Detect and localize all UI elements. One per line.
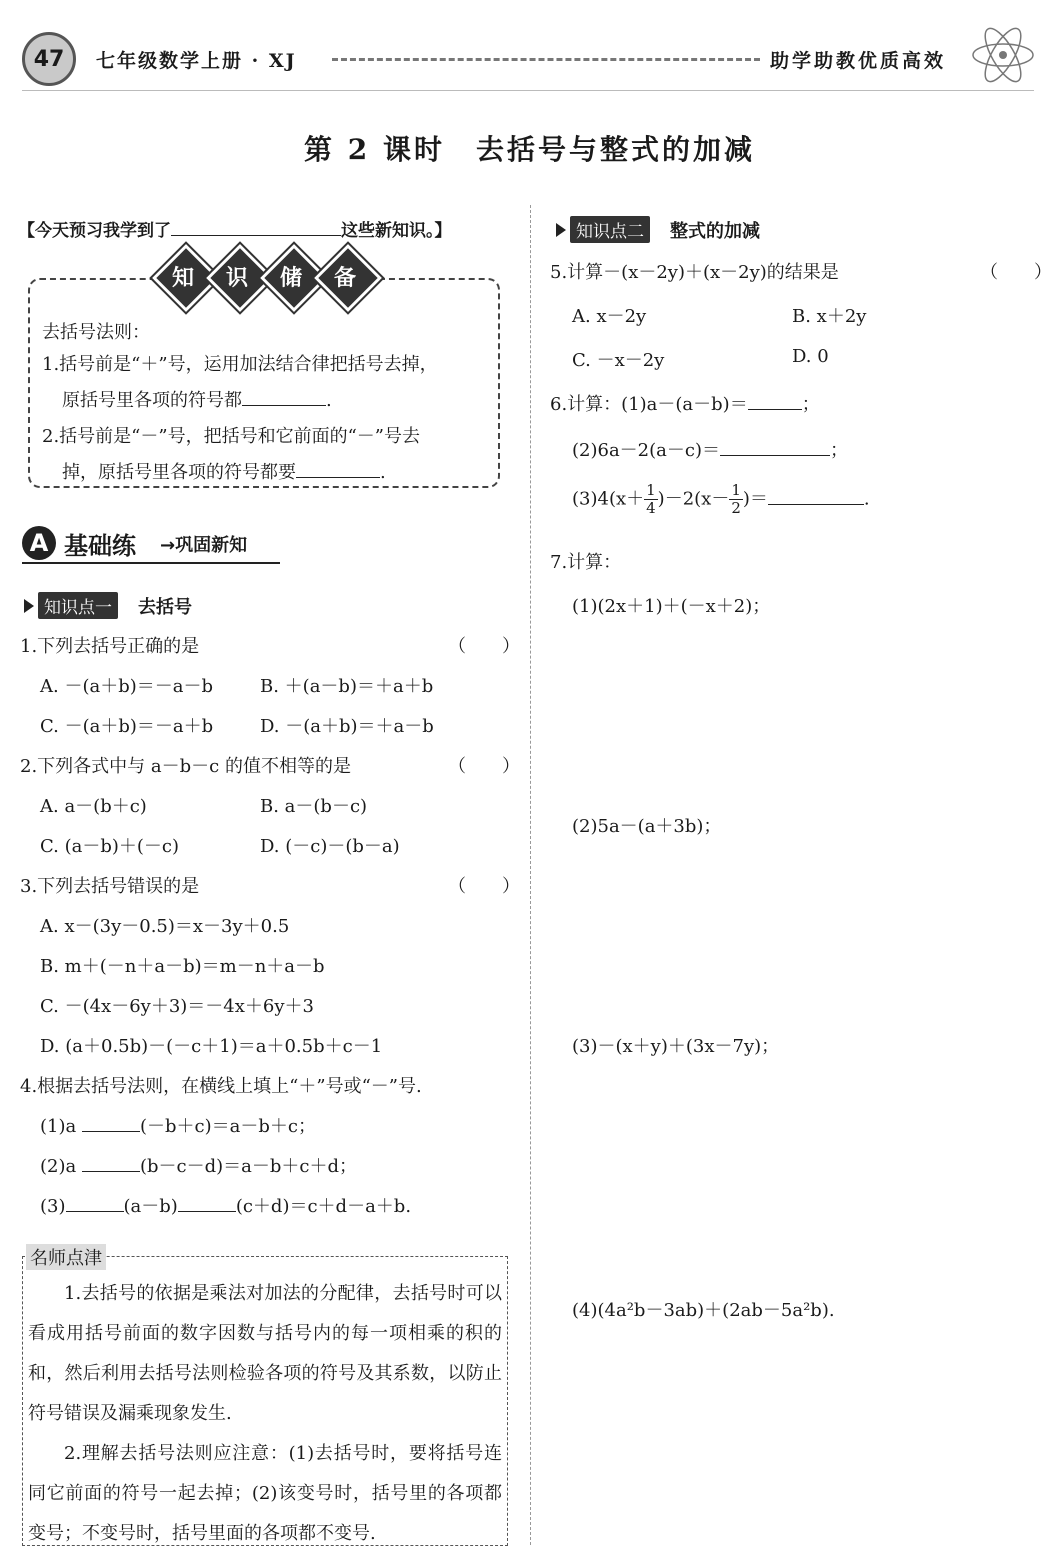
q2-stem: 2.下列各式中与 a－b－c 的值不相等的是 xyxy=(20,756,351,777)
q4-part3: (3) (a－b) (c＋d)＝c＋d－a＋b. xyxy=(40,1192,411,1218)
section-a-rule xyxy=(22,562,280,564)
q1-stem: 1.下列去括号正确的是 xyxy=(20,636,200,657)
q7-stem: 7.计算： xyxy=(550,552,622,573)
tips-tag: 名师点津 xyxy=(26,1244,106,1270)
section-a-title: 基础练 xyxy=(64,532,136,560)
header-slogan: 助学助教优质高效 xyxy=(770,50,947,72)
q7-part2: (2)5a－(a＋3b)； xyxy=(572,816,722,837)
q4-blank-3[interactable] xyxy=(66,1193,124,1212)
tips-paragraph-1: 1.去括号的依据是乘法对加法的分配律，去括号时可以看成用括号前面的数字因数与括号内的每一项相乘的积的和，然后利用去括号法则检验各项的符号及其系数，以防止符号错误及漏乘现象发生. xyxy=(28,1283,502,1424)
fraction-one-quarter: $\frac{1}{4}$ xyxy=(646,481,656,517)
knowledge-point-1 xyxy=(24,592,192,619)
knowledge-box xyxy=(28,278,500,488)
q2-option-c: C. (a－b)＋(－c) xyxy=(40,836,179,857)
header-divider xyxy=(332,58,760,61)
diamond-char-1: 知 xyxy=(171,266,194,291)
q5-option-a: A. x－2y xyxy=(572,306,647,327)
q6-part3: (3)4(x＋ $\frac{1}{4}$ )－2(x－ $\frac{1}{2}$ )＝ . xyxy=(572,481,870,517)
q5-answer-paren[interactable]: （ ） xyxy=(980,262,1052,283)
section-a-subtitle: →巩固新知 xyxy=(160,535,248,556)
column-divider xyxy=(530,205,531,1545)
rule1-line1: 1.括号前是“＋”号，运用加法结合律把括号去掉， xyxy=(42,354,438,375)
q7-part3: (3)－(x＋y)＋(3x－7y)； xyxy=(572,1036,780,1057)
diamond-char-2: 识 xyxy=(225,266,248,291)
kp1-name: 去括号 xyxy=(138,596,192,618)
rule1-blank[interactable] xyxy=(242,387,326,406)
q1-answer-paren[interactable]: （ ） xyxy=(448,636,520,657)
q3-answer-paren[interactable]: （ ） xyxy=(448,876,520,897)
triangle-icon xyxy=(556,223,566,237)
q5-option-b: B. x＋2y xyxy=(792,306,867,327)
q7-part1: (1)(2x＋1)＋(－x＋2)； xyxy=(572,596,771,617)
preview-blank[interactable] xyxy=(171,218,341,236)
q6-part1: 6.计算：(1)a－(a－b)＝ ； xyxy=(550,390,820,416)
q4-part2: (2)a (b－c－d)＝a－b＋c＋d； xyxy=(40,1152,357,1178)
header-rule xyxy=(22,90,1034,91)
rule2-line2: 掉，原括号里各项的符号都要 . xyxy=(62,458,386,484)
preview-line xyxy=(18,216,452,241)
q4-stem: 4.根据去括号法则，在横线上填上“＋”号或“－”号. xyxy=(20,1076,422,1097)
section-a-badge: A xyxy=(22,526,56,560)
q4-blank-1[interactable] xyxy=(82,1113,140,1132)
q1-option-a: A. －(a＋b)＝－a－b xyxy=(40,676,213,697)
fraction-one-half: $\frac{1}{2}$ xyxy=(731,481,741,517)
q6-blank-2[interactable] xyxy=(720,437,830,456)
preview-after: 这些新知识。】 xyxy=(341,221,452,241)
kp2-badge: 知识点二 xyxy=(570,216,650,243)
rule1-line2: 原括号里各项的符号都 . xyxy=(62,386,332,412)
q4-part1: (1)a (－b＋c)＝a－b＋c； xyxy=(40,1112,316,1138)
page-title: 第 2 课时 去括号与整式的加减 xyxy=(304,133,755,166)
q5-stem: 5.计算－(x－2y)＋(x－2y)的结果是 xyxy=(550,262,839,283)
diamond-char-4: 备 xyxy=(333,266,356,291)
triangle-icon xyxy=(24,599,34,613)
q3-option-a: A. x－(3y－0.5)＝x－3y＋0.5 xyxy=(40,916,290,937)
q5-option-c: C. －x－2y xyxy=(572,350,665,371)
q2-answer-paren[interactable]: （ ） xyxy=(448,756,520,777)
atom-icon xyxy=(968,20,1038,90)
rule2-line1: 2.括号前是“－”号，把括号和它前面的“－”号去 xyxy=(42,426,420,447)
q2-option-a: A. a－(b＋c) xyxy=(40,796,147,817)
q6-blank-3[interactable] xyxy=(768,486,864,505)
kp2-name: 整式的加减 xyxy=(670,220,760,242)
q1-option-b: B. ＋(a－b)＝＋a＋b xyxy=(260,676,434,697)
q3-option-c: C. －(4x－6y＋3)＝－4x＋6y＋3 xyxy=(40,996,314,1017)
q6-part2: (2)6a－2(a－c)＝ ； xyxy=(572,436,848,462)
q4-blank-4[interactable] xyxy=(178,1193,236,1212)
q4-blank-2[interactable] xyxy=(82,1153,140,1172)
q1-option-c: C. －(a＋b)＝－a＋b xyxy=(40,716,214,737)
page-number: 47 xyxy=(22,32,76,86)
q2-option-b: B. a－(b－c) xyxy=(260,796,368,817)
rule-title: 去括号法则： xyxy=(42,322,150,343)
q2-option-d: D. (－c)－(b－a) xyxy=(260,836,400,857)
q3-option-d: D. (a＋0.5b)－(－c＋1)＝a＋0.5b＋c－1 xyxy=(40,1036,383,1057)
q5-option-d: D. 0 xyxy=(792,346,829,367)
q3-option-b: B. m＋(－n＋a－b)＝m－n＋a－b xyxy=(40,956,325,977)
q3-stem: 3.下列去括号错误的是 xyxy=(20,876,200,897)
preview-before: 【今天预习我学到了 xyxy=(18,221,171,241)
q1-option-d: D. －(a＋b)＝＋a－b xyxy=(260,716,434,737)
rule2-blank[interactable] xyxy=(296,459,380,478)
knowledge-point-2 xyxy=(556,216,760,243)
diamond-char-3: 储 xyxy=(279,266,302,291)
kp1-badge: 知识点一 xyxy=(38,592,118,619)
q7-part4: (4)(4a²b－3ab)＋(2ab－5a²b). xyxy=(572,1300,835,1321)
book-title: 七年级数学上册 · XJ xyxy=(96,50,297,72)
tips-paragraph-2: 2.理解去括号法则应注意：(1)去括号时，要将括号连同它前面的符号一起去掉；(2)该变号时，括号里的各项都变号；不变号时，括号里面的各项都不变号. xyxy=(28,1443,502,1544)
q6-blank-1[interactable] xyxy=(748,391,802,410)
